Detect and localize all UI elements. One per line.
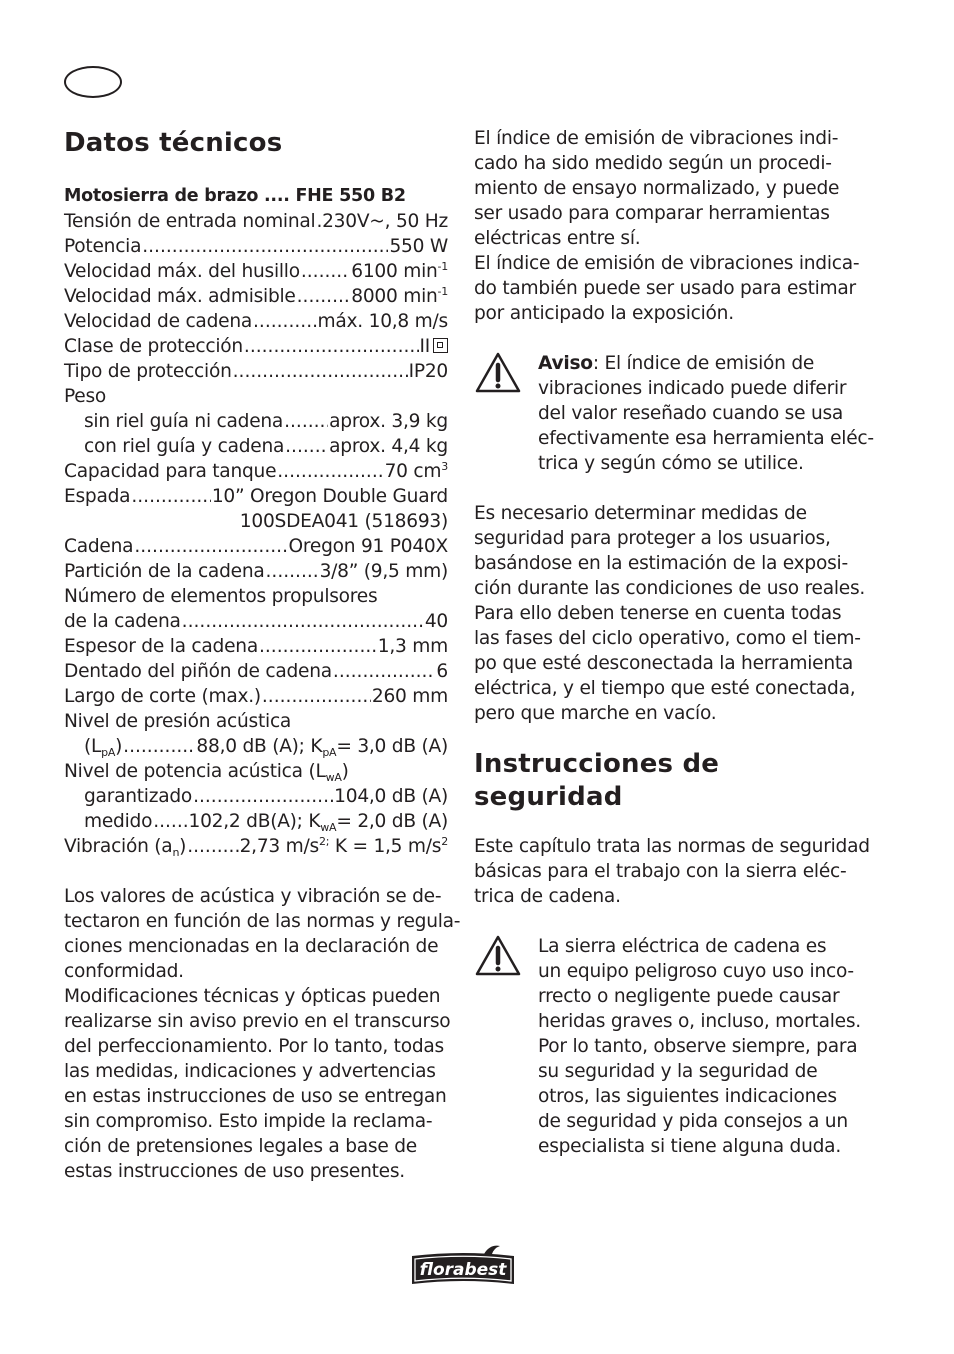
warning-triangle-icon: [474, 934, 522, 978]
spec-title: Motosierra de brazo .... FHE 550 B2: [64, 186, 406, 206]
vibration-warning: Aviso: El índice de emisión de vibraciones indicado puede diferir del valor reseñado cuando se usa efectivamente esa herramienta eléc- trica y según cómo se utilice.: [474, 351, 860, 476]
modifications-paragraph: Modificaciones técnicas y ópticas pueden realizarse sin aviso previo en el transcurso del perfeccionamiento. Por lo tanto, todas las medidas, indicaciones y advertencias en estas instrucciones de uso se entregan sin compromiso. Esto impide la reclama- ción de pretensiones legales a base de estas instrucciones de uso presentes.: [64, 986, 451, 1182]
vibration-estimate-paragraph: El índice de emisión de vibraciones indica- do también puede ser usado para estimar por anticipado la exposición.: [474, 253, 860, 324]
acoustic-values-paragraph: Los valores de acústica y vibración se de- tectaron en función de las normas y regula- ciones mencionadas en la declaración de conformidad.: [64, 886, 461, 982]
safety-instructions-heading: Instrucciones de seguridad: [474, 749, 720, 812]
spec-drive-label: Número de elementos propulsores: [64, 586, 378, 607]
spec-row-spindle: Velocidad máx. del husillo ..... 6100 $\min^{-1}$: [64, 259, 448, 284]
chainsaw-danger-warning: La sierra eléctrica de cadena es un equipo peligroso cuyo uso inco- rrecto o negligente puede causar heridas graves o, incluso, mortales. Por lo tanto, observe siempre, para su seguridad y la seguridad de otros, las siguientes indicaciones de seguridad y pida consejos a un especialista si tiene alguna duda.: [474, 934, 860, 1159]
spec-row-power: Potencia ..... 550 W: [64, 234, 448, 259]
spec-row-sprocket: Dentado del piñón de cadena ..... 6: [64, 659, 448, 684]
spec-row-drive: de la cadena ..... 40: [64, 609, 448, 634]
spec-row-weight-without: sin riel guía ni cadena ..... aprox. 3,9 kg: [64, 409, 448, 434]
spec-row-tank: Capacidad para tanque ..... 70 $cm^3$: [64, 459, 448, 484]
spec-row-weight-with: con riel guía y cadena ..... aprox. 4,4 kg: [64, 434, 448, 459]
safety-measures-paragraph: Es necesario determinar medidas de seguridad para proteger a los usuarios, basándose en la estimación de la exposi- ción durante las condiciones de uso reales. Para ello deben tenerse en cuenta todas las fases del ciclo operativo, como el tiem- po que esté desconectada la herramienta eléctrica, y el tiempo que esté conectada, pero que marche en vacío.: [474, 503, 866, 724]
spec-row-protection-type: Tipo de protección ..... IP20: [64, 359, 448, 384]
florabest-logo: [406, 1242, 520, 1290]
spec-row-pressure: $(L_{pA})$ ..... 88,0 dB (A); $K_{pA}= 3,0$ dB (A): [64, 734, 448, 759]
spec-row-admissible: Velocidad máx. admisible ..... 8000 $\min^{-1}$: [64, 284, 448, 309]
language-badge: [64, 66, 122, 98]
svg-text:florabest: florabest: [419, 1260, 507, 1280]
technical-data-heading: Datos técnicos: [64, 128, 283, 158]
spec-row-cut-length: Largo de corte (max.) ..... 260 mm: [64, 684, 448, 709]
spec-row-pitch: Partición de la cadena ..... 3/8” (9,5 mm): [64, 559, 448, 584]
spec-weight-label: Peso: [64, 386, 107, 407]
spec-pressure-label: Nivel de presión acústica: [64, 711, 292, 732]
spec-row-voltage: Tensión de entrada nominal ..... 230V~, 50 Hz: [64, 209, 448, 234]
warning-triangle-icon: [474, 351, 522, 395]
chapter-intro-paragraph: Este capítulo trata las normas de seguridad básicas para el trabajo con la sierra eléc- trica de cadena.: [474, 836, 870, 907]
spec-power-level-label: Nivel de potencia acústica $(L_{wA})$: [64, 761, 349, 784]
left-column: [64, 126, 461, 1184]
spec-row-sword: Espada ..... 10” Oregon Double Guard: [64, 484, 448, 509]
spec-row-protection-class: Clase de protección ..... II: [64, 334, 448, 359]
class-ii-icon: [433, 338, 448, 353]
spec-row-vibration: Vibración $(a_n)$ ..... 2,73 $m/s^{2;}$ K = 1,5 $m/s^2$: [64, 834, 448, 859]
spec-sword-continued: 100SDEA041 (518693): [239, 511, 448, 532]
spec-row-guaranteed: garantizado ..... 104,0 dB (A): [64, 784, 448, 809]
spec-row-measured: medido ..... 102,2 dB(A); $K_{wA}= 2,0$ dB (A): [64, 809, 448, 834]
vibration-index-paragraph: El índice de emisión de vibraciones indi- cado ha sido medido según un procedi- miento de ensayo normalizado, y puede ser usado para comparar herramientas eléctricas entre sí.: [474, 128, 840, 249]
spec-row-chain-speed: Velocidad de cadena ..... máx. 10,8 m/s: [64, 309, 448, 334]
spec-row-thickness: Espesor de la cadena ..... 1,3 mm: [64, 634, 448, 659]
spec-row-chain: Cadena ..... Oregon 91 P040X: [64, 534, 448, 559]
right-column: [474, 126, 874, 1159]
